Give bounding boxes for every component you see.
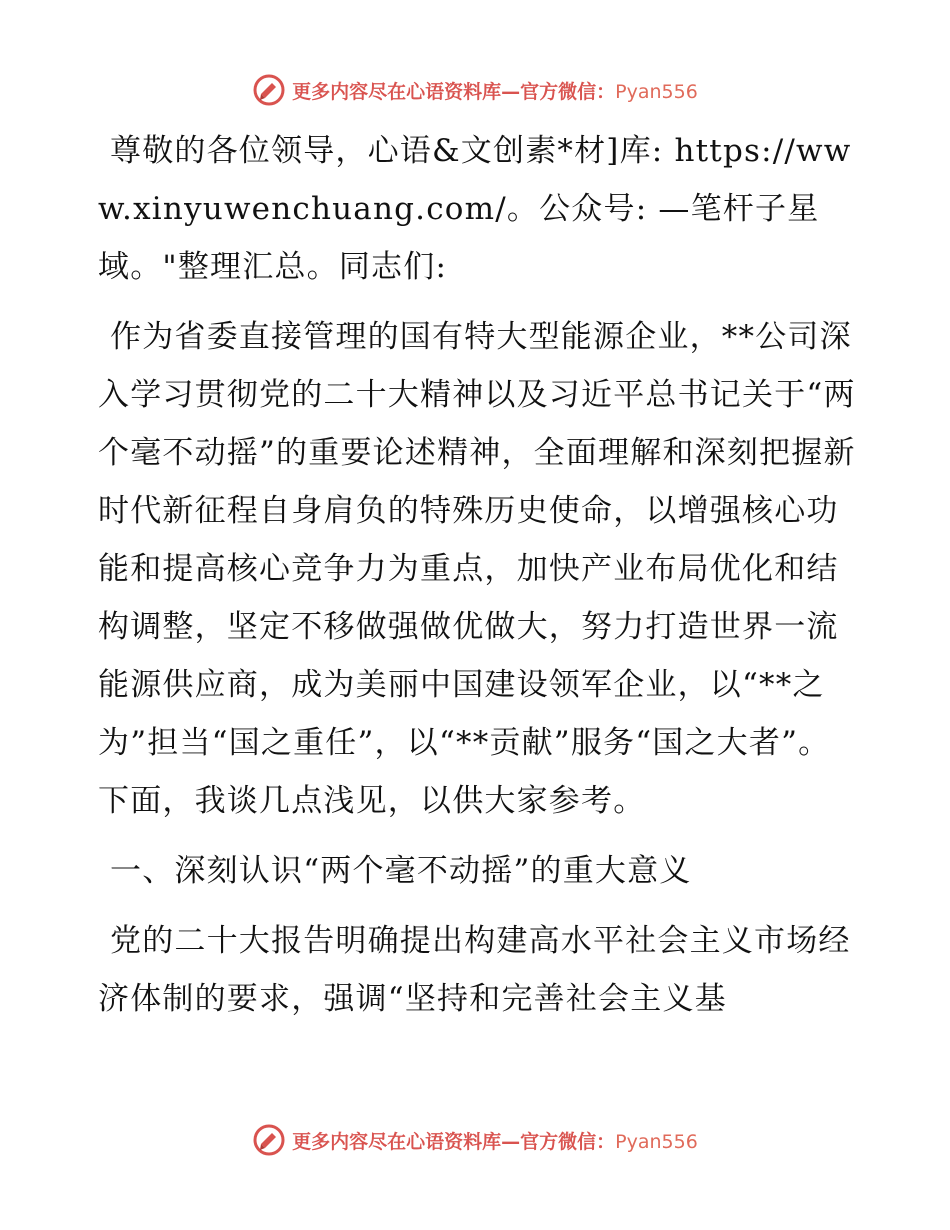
paragraph-intro: 作为省委直接管理的国有特大型能源企业，**公司深入学习贯彻党的二十大精神以及习近平总书记关于“两个毫不动摇”的重要论述精神，全面理解和深刻把握新时代新征程自身肩负的特殊历史使命，以增强核心功能和提高核心竞争力为重点，加快产业布局优化和结构调整，坚定不移做强做优做大，努力打造世界一流能源供应商，成为美丽中国建设领军企业，以“**之为”担当“国之重任”，以“**贡献”服务“国之大者”。下面，我谈几点浅见，以供大家参考。 bbox=[98, 319, 856, 819]
watermark-text: 更多内容尽在心语资料库—官方微信：Pyan556 bbox=[292, 80, 698, 103]
paragraph-greeting: 尊敬的各位领导，心语&文创素*材]库: https://www.xinyuwenchuang.com/。公众号: —笔杆子星域。"整理汇总。同志们: bbox=[98, 133, 852, 285]
document-body bbox=[98, 122, 858, 1040]
header-watermark bbox=[0, 70, 950, 110]
logo-icon bbox=[252, 1123, 286, 1157]
watermark-text: 更多内容尽在心语资料库—官方微信：Pyan556 bbox=[292, 1130, 698, 1153]
logo-icon bbox=[252, 73, 286, 107]
paragraph-body: 党的二十大报告明确提出构建高水平社会主义市场经济体制的要求，强调“坚持和完善社会主义基 bbox=[98, 923, 851, 1017]
section-heading: 一、深刻认识“两个毫不动摇”的重大意义 bbox=[110, 853, 692, 889]
footer-watermark bbox=[0, 1120, 950, 1160]
